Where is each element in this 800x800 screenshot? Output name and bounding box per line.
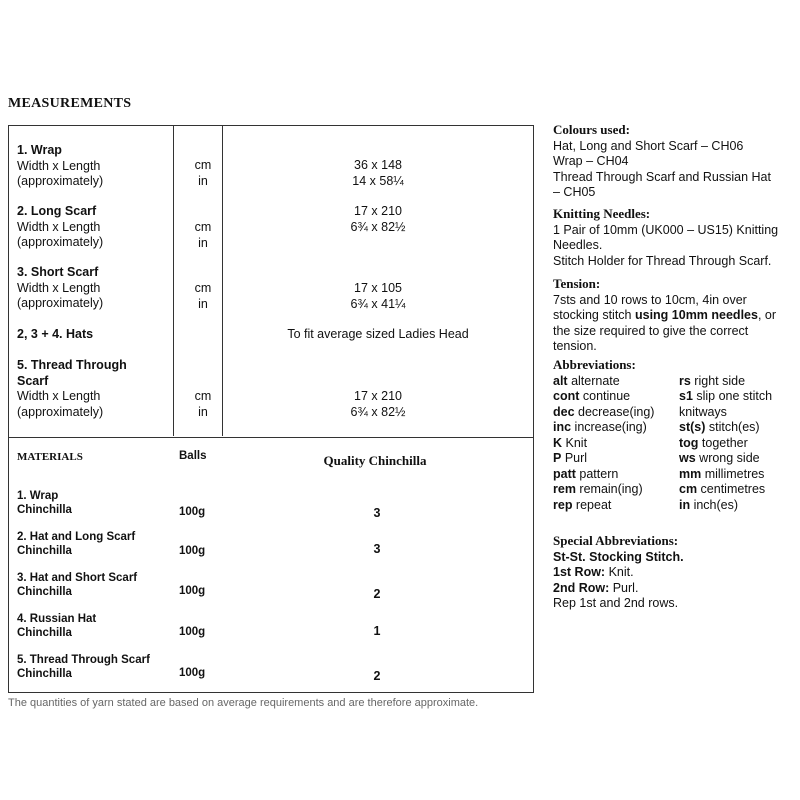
footer-note-cutoff <box>8 697 528 710</box>
material-item <box>17 572 137 599</box>
row-value: Knit. <box>605 565 634 579</box>
abbreviation-row <box>553 420 798 436</box>
row-heading: 1. Wrap <box>17 143 62 157</box>
materials-header: MATERIALS <box>17 451 83 463</box>
abbr-key: ws <box>679 451 696 465</box>
needles-line: 1 Pair of 10mm (UK000 – US15) Knitting <box>553 222 779 237</box>
value-cm: 17 x 210 <box>354 204 402 218</box>
abbr-key: in <box>679 497 691 512</box>
special-line <box>553 565 798 581</box>
material-qty: 3 <box>373 542 381 556</box>
tension-text: stocking stitch <box>553 308 635 322</box>
abbr-key: cm <box>679 482 698 496</box>
tension-line: the size required to give the correct <box>553 323 749 338</box>
abbr-key: alt <box>553 373 568 388</box>
row-value: Purl. <box>609 580 639 595</box>
wrap-measurement <box>17 143 103 190</box>
abbr-value: together <box>698 435 748 450</box>
unit-cm: cm <box>194 158 212 172</box>
abbr-key: tog <box>679 435 699 450</box>
row-dimension: Width x Length <box>17 280 101 295</box>
tension-line: tension. <box>553 339 597 353</box>
hats-measurement <box>17 327 93 343</box>
abbr-value: millimetres <box>701 466 765 481</box>
measurements-table <box>8 125 534 693</box>
row-approx: (approximately) <box>17 235 104 249</box>
special-line: St-St. Stocking Stitch. <box>553 549 684 564</box>
material-item <box>17 490 72 517</box>
material-label: 4. Russian Hat <box>17 613 97 625</box>
colours-line: – CH05 <box>553 185 596 199</box>
material-weight: 100g <box>179 585 206 597</box>
abbr-key: rep <box>553 497 573 512</box>
abbr-value: centimetres <box>697 482 766 496</box>
quality-header: Quality Chinchilla <box>323 453 427 468</box>
row-heading: 2. Long Scarf <box>17 204 97 218</box>
tension-text: , or <box>757 308 777 322</box>
abbreviation-row <box>553 374 798 390</box>
unit-in: in <box>198 297 208 311</box>
hats-value: To fit average sized Ladies Head <box>287 327 469 341</box>
material-qty: 2 <box>373 587 381 601</box>
abbr-key: P <box>553 451 562 465</box>
abbreviations-section <box>553 357 798 513</box>
material-qty: 2 <box>373 669 381 683</box>
abbr-value: decrease(ing) <box>574 404 655 419</box>
abbreviation-row <box>553 498 798 514</box>
value-cm: 17 x 210 <box>354 389 402 403</box>
abbr-value: wrong side <box>695 451 760 465</box>
abbr-value: pattern <box>575 466 619 481</box>
abbr-key: cont <box>553 389 580 403</box>
abbreviation-row <box>553 451 798 467</box>
special-line <box>553 581 798 597</box>
material-yarn: Chinchilla <box>17 544 72 557</box>
abbr-key: inc <box>553 420 572 434</box>
footer-note-text: The quantities of yarn stated are based on average requirements and are therefore approximate. <box>8 697 479 709</box>
abbr-value: knitways <box>679 404 727 419</box>
colours-line: Thread Through Scarf and Russian Hat <box>553 169 771 184</box>
material-weight: 100g <box>179 506 206 518</box>
unit-cm: cm <box>194 220 212 234</box>
unit-cm: cm <box>194 389 212 403</box>
tension-line <box>553 308 798 324</box>
abbr-value: slip one stitch <box>692 389 773 403</box>
colours-heading: Colours used: <box>553 122 630 137</box>
row-key: 1st Row: <box>553 565 606 579</box>
colours-section <box>553 122 798 201</box>
tension-line: 7sts and 10 rows to 10cm, 4in over <box>553 292 747 307</box>
needles-section <box>553 206 798 269</box>
needles-heading: Knitting Needles: <box>553 206 651 221</box>
tension-needles: using 10mm needles <box>634 308 758 322</box>
row-heading: 3. Short Scarf <box>17 265 99 279</box>
value-in: 14 x 58¼ <box>352 174 404 188</box>
unit-in: in <box>198 405 208 419</box>
tension-section <box>553 276 798 355</box>
abbr-key: K <box>553 435 563 450</box>
abbr-key: st(s) <box>679 420 706 434</box>
abbr-value: remain(ing) <box>575 482 643 496</box>
abbr-value: continue <box>579 389 631 403</box>
abbr-value: Purl <box>561 451 588 465</box>
value-in: 6¾ x 82½ <box>350 220 406 234</box>
special-abbreviations-section <box>553 533 798 612</box>
abbreviation-row <box>553 482 798 498</box>
abbr-value: Knit <box>562 435 588 450</box>
row-approx: (approximately) <box>17 404 104 419</box>
colours-line: Wrap – CH04 <box>553 154 629 168</box>
short-scarf-measurement <box>17 265 103 312</box>
row-approx: (approximately) <box>17 296 104 310</box>
abbr-key: patt <box>553 466 576 481</box>
unit-in: in <box>198 236 208 250</box>
material-label: 2. Hat and Long Scarf <box>17 531 136 543</box>
value-in: 6¾ x 82½ <box>350 405 406 419</box>
material-label: 5. Thread Through Scarf <box>17 654 150 666</box>
material-yarn: Chinchilla <box>17 626 72 639</box>
abbr-key: mm <box>679 466 702 481</box>
abbr-value: increase(ing) <box>571 420 647 434</box>
material-yarn: Chinchilla <box>17 503 72 516</box>
abbr-value: right side <box>690 373 746 388</box>
row-dimension: Width x Length <box>17 219 101 234</box>
material-item <box>17 531 135 558</box>
abbr-value: alternate <box>567 373 620 388</box>
row-approx: (approximately) <box>17 174 104 188</box>
abbreviation-row <box>553 436 798 452</box>
abbreviations-heading: Abbreviations: <box>553 357 636 372</box>
row-key: 2nd Row: <box>553 580 610 595</box>
abbr-value: repeat <box>572 497 612 512</box>
section-title: MEASUREMENTS <box>8 96 132 111</box>
abbr-value: stitch(es) <box>705 420 760 434</box>
balls-header: Balls <box>179 450 207 462</box>
unit-in: in <box>198 174 208 188</box>
colours-line: Hat, Long and Short Scarf – CH06 <box>553 138 744 153</box>
row-dimension: Width x Length <box>17 389 101 403</box>
value-cm: 17 x 105 <box>354 281 402 295</box>
abbr-key: s1 <box>679 389 693 403</box>
special-heading: Special Abbreviations: <box>553 533 679 548</box>
tension-heading: Tension: <box>553 276 601 291</box>
value-cm: 36 x 148 <box>354 158 402 172</box>
value-in: 6¾ x 41¼ <box>350 297 406 311</box>
material-yarn: Chinchilla <box>17 585 72 598</box>
row-heading-cont: Scarf <box>17 373 49 388</box>
abbreviation-row <box>553 389 798 405</box>
abbr-key: rem <box>553 482 576 496</box>
material-label: 1. Wrap <box>17 490 59 502</box>
row-heading: 2, 3 + 4. Hats <box>17 327 94 341</box>
row-heading: 5. Thread Through <box>17 358 127 372</box>
column-divider <box>173 126 174 436</box>
abbr-value: inch(es) <box>690 497 739 512</box>
material-item <box>17 613 96 640</box>
material-weight: 100g <box>179 545 206 557</box>
abbr-key: rs <box>679 373 691 388</box>
abbreviation-row <box>553 405 798 421</box>
material-label: 3. Hat and Short Scarf <box>17 572 138 584</box>
needles-line: Stitch Holder for Thread Through Scarf. <box>553 253 772 268</box>
material-yarn: Chinchilla <box>17 667 72 680</box>
abbreviation-row <box>553 467 798 483</box>
unit-cm: cm <box>194 281 212 295</box>
long-scarf-measurement <box>17 204 103 251</box>
row-dimension: Width x Length <box>17 158 101 173</box>
material-weight: 100g <box>179 626 206 638</box>
thread-scarf-measurement <box>17 358 127 420</box>
material-weight: 100g <box>179 667 206 679</box>
needles-line: Needles. <box>553 238 603 252</box>
material-qty: 3 <box>373 506 381 520</box>
material-qty: 1 <box>373 624 381 638</box>
special-line: Rep 1st and 2nd rows. <box>553 596 679 610</box>
abbr-key: dec <box>553 404 575 419</box>
table-divider <box>9 437 533 438</box>
material-item <box>17 654 150 681</box>
